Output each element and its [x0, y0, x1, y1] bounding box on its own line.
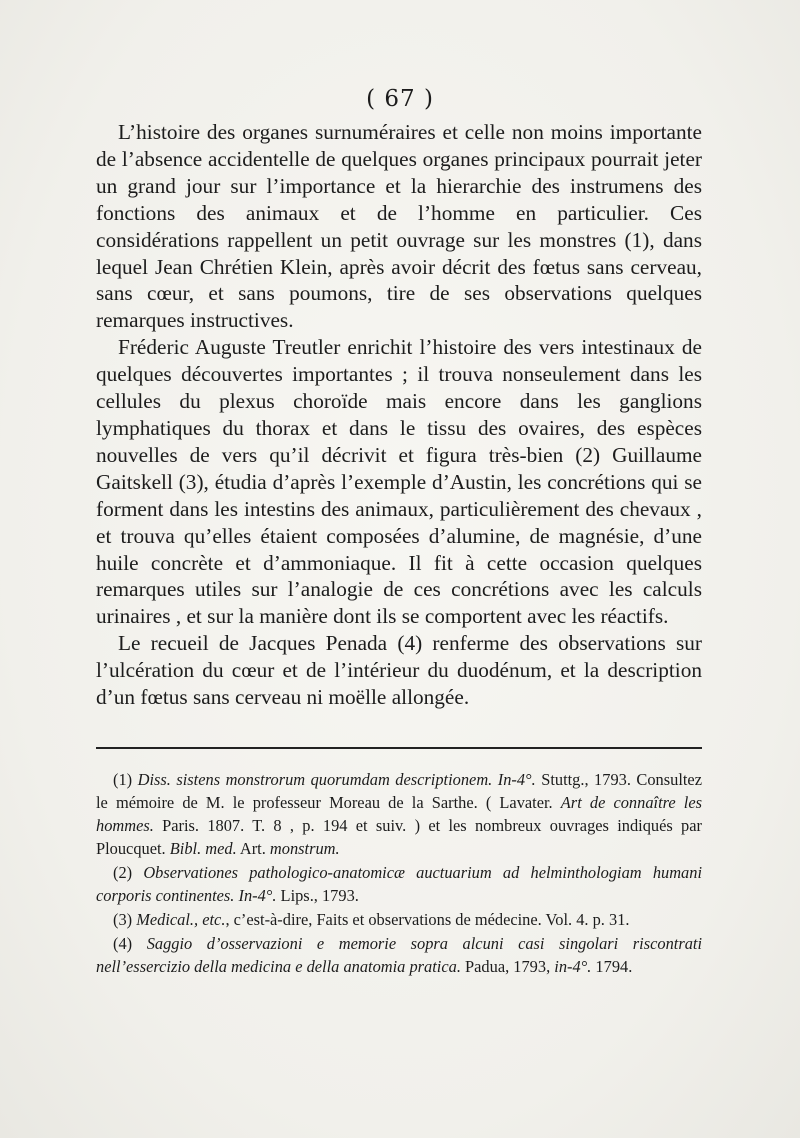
- footnote-text: Lips., 1793.: [276, 886, 359, 905]
- footnote-text: Art.: [236, 839, 270, 858]
- footnote: [96, 861, 702, 907]
- paragraph: L’histoire des organes surnuméraires et celle non moins importante de l’absence accidentelle de quelques organes principaux pourrait jeter un grand jour sur l’importance et la hierarchie des instrumens des fonctions des animaux et de l’homme en particulier. Ces considérations rappellent un petit ouvrage sur les monstres (1), dans lequel Jean Chrétien Klein, après avoir décrit des fœtus sans cerveau, sans cœur, et sans poumons, tire de ses observations quelques remarques instructives.: [96, 120, 702, 333]
- paragraph: Le recueil de Jacques Penada (4) renferme des observations sur l’ulcération du cœur et de l’intérieur du duodénum, et la description d’un fœtus sans cerveau ni moëlle allongée.: [96, 631, 702, 710]
- footnote-title: monstrum.: [269, 839, 340, 858]
- footnote-marker: (1): [113, 770, 133, 789]
- footnote-title: Diss. sistens monstrorum quorumdam descriptionem. In-4°.: [137, 770, 536, 789]
- footnote-title: Observationes pathologico-anatomicæ auctuarium ad helminthologiam humani corporis continentes. In-4°.: [96, 863, 702, 905]
- footnote-title: Bibl. med.: [169, 839, 237, 858]
- footnote-title: Saggio d’osservazioni e memorie sopra alcuni casi singolari riscontrati nell’essercizio della medicina e della anatomia pratica.: [96, 934, 702, 976]
- footnote-title: Medical., etc.: [136, 910, 226, 929]
- footnote: [96, 768, 702, 860]
- footnote-separator: [96, 747, 702, 749]
- footnotes: [96, 768, 702, 978]
- footnote-marker: (4): [113, 934, 133, 953]
- footnote-text: Padua, 1793,: [460, 957, 555, 976]
- footnote-text: Paris. 1807. T. 8 , p. 194 et suiv. ) et les nombreux ouvrages indiqués par Ploucquet.: [96, 816, 702, 858]
- main-text: [96, 119, 702, 711]
- paragraph: Fréderic Auguste Treutler enrichit l’histoire des vers intestinaux de quelques découvertes importantes ; il trouva nonseulement dans les cellules du plexus choroïde mais encore dans les ganglions lymphatiques du thorax et dans le tissu des ovaires, des espèces nouvelles de vers qu’il décrivit et figura très-bien (2) Guillaume Gaitskell (3), étudia d’après l’exemple d’Austin, les concrétions qui se forment dans les intestins des animaux, particulièrement des chevaux , et trouva qu’elles étaient composées d’alumine, de magnésie, d’une huile concrète et d’ammoniaque. Il fit à cette occasion quelques remarques utiles sur l’analogie de ces concrétions avec les calculs urinaires , et sur la manière dont ils se comportent avec les réactifs.: [96, 335, 702, 629]
- footnote-title: in-4°.: [554, 957, 592, 976]
- footnote-marker: (3): [113, 910, 133, 929]
- footnote: [96, 932, 702, 978]
- footnote-title: Art de connaître les hommes.: [96, 793, 703, 835]
- footnote-text: , c’est-à-dire, Faits et observations de médecine. Vol. 4. p. 31.: [225, 910, 630, 929]
- footnote-marker: (2): [113, 863, 133, 882]
- page-number: ( 67 ): [366, 86, 434, 112]
- footnote: [96, 908, 702, 931]
- footnote-text: 1794.: [591, 957, 633, 976]
- footnote-text: Stuttg., 1793. Consultez le mémoire de M. le professeur Moreau de la Sarthe. ( Lavater.: [96, 770, 702, 812]
